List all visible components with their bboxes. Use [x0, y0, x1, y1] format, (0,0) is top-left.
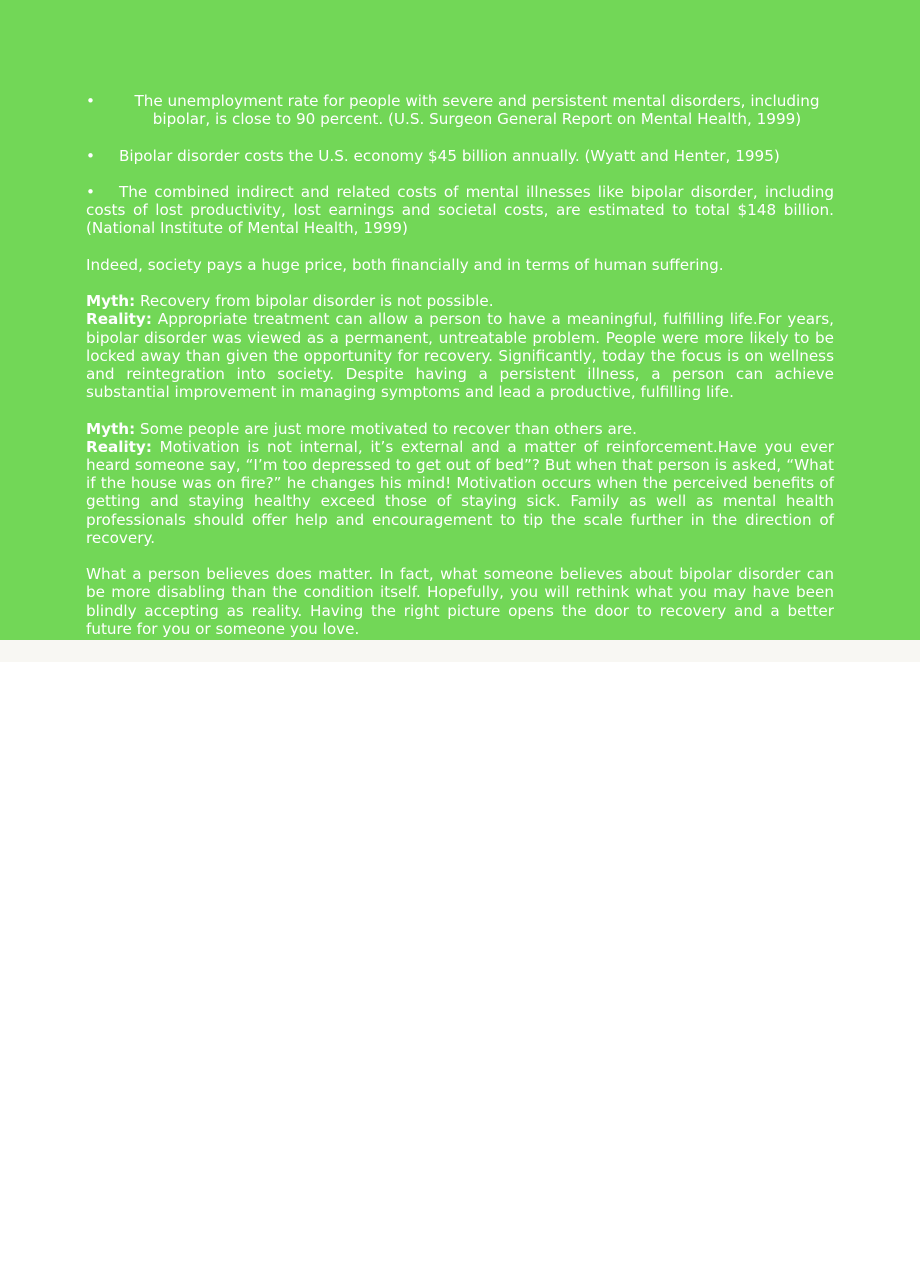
myth-line — [86, 420, 834, 438]
myth-text: Some people are just more motivated to recover than others are. — [135, 419, 637, 438]
reality-paragraph — [86, 438, 834, 547]
bottom-divider-strip — [0, 640, 920, 662]
reality-text: Motivation is not internal, it’s external and a matter of reinforcement.Have you ever heard someone say, “I’m too depressed to get out of bed”? But when that person is asked, “What if the house was on fire?” he changes his mind! Motivation occurs when the perceived benefits of getting and staying healthy exceed those of staying sick. Family as well as mental health professionals should offer help and encouragement to tip the scale further in the direction of recovery. — [86, 437, 834, 547]
bullet-item — [86, 147, 834, 165]
bullet-item — [86, 183, 834, 238]
reality-text: Appropriate treatment can allow a person to have a meaningful, fulfilling life.For years, bipolar disorder was viewed as a permanent, untreatable problem. People were more likely to be locked away than given the opportunity for recovery. Significantly, today the focus is on wellness and reintegration into society. Despite having a persistent illness, a person can achieve substantial improvement in managing symptoms and lead a productive, fulfilling life. — [86, 310, 834, 402]
closing-paragraph: What a person believes does matter. In fact, what someone believes about bipolar disorder can be more disabling than the condition itself. Hopefully, you will rethink what you may have been blindly accepting as reality. Having the right picture opens the door to recovery and a better future for you or someone you love. — [86, 565, 834, 638]
myth-text: Recovery from bipolar disorder is not possible. — [135, 292, 494, 311]
reality-label: Reality: — [86, 437, 152, 456]
bullet-text: Bipolar disorder costs the U.S. economy $45 billion annually. (Wyatt and Henter, 1995) — [119, 146, 780, 165]
bullet-dot: • — [86, 92, 95, 110]
summary-paragraph: Indeed, society pays a huge price, both financially and in terms of human suffering. — [86, 255, 724, 274]
myth-line — [86, 292, 834, 310]
bullet-dot: • — [86, 146, 95, 165]
bullet-dot: • — [86, 182, 95, 201]
reality-paragraph — [86, 310, 834, 401]
bullet-text: The unemployment rate for people with severe and persistent mental disorders, including bipolar, is close to 90 percent. (U.S. Surgeon General Report on Mental Health, 1999) — [134, 92, 820, 129]
myth-label: Myth: — [86, 419, 136, 438]
reality-label: Reality: — [86, 310, 152, 329]
myth-label: Myth: — [86, 292, 136, 311]
bullet-item — [86, 92, 834, 128]
bullet-text: The combined indirect and related costs of mental illnesses like bipolar disorder, including costs of lost productivity, lost earnings and societal costs, are estimated to total $148 billion. (National Institute of Mental Health, 1999) — [86, 182, 834, 238]
